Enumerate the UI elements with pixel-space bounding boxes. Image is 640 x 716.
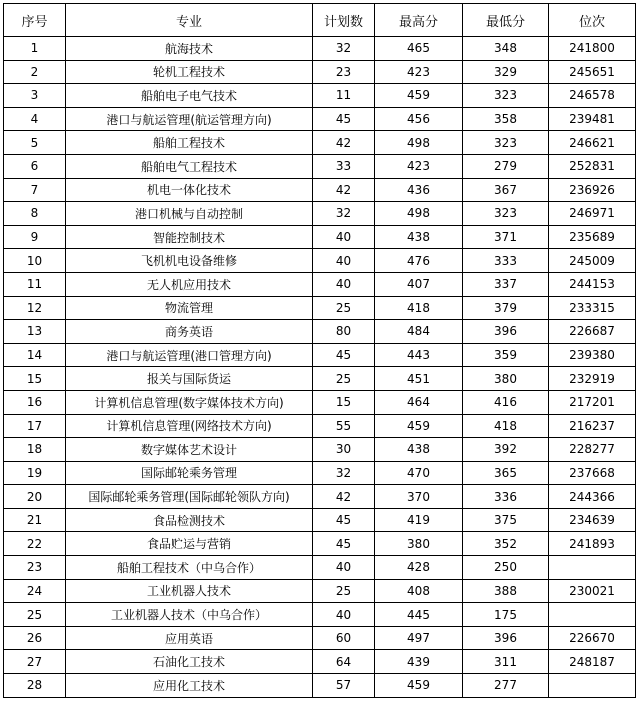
header-max-score: 最高分 [375, 4, 463, 37]
cell-rank: 241893 [549, 532, 636, 556]
cell-plan: 80 [313, 320, 375, 344]
cell-seq: 6 [4, 154, 66, 178]
cell-plan: 40 [313, 249, 375, 273]
cell-max-score: 451 [375, 367, 463, 391]
cell-min-score: 337 [463, 272, 549, 296]
header-seq: 序号 [4, 4, 66, 37]
cell-rank: 236926 [549, 178, 636, 202]
cell-max-score: 445 [375, 603, 463, 627]
cell-rank: 234639 [549, 508, 636, 532]
cell-min-score: 279 [463, 154, 549, 178]
cell-min-score: 329 [463, 60, 549, 84]
cell-max-score: 418 [375, 296, 463, 320]
cell-rank: 244153 [549, 272, 636, 296]
cell-min-score: 365 [463, 461, 549, 485]
table-row [4, 579, 636, 603]
cell-seq: 12 [4, 296, 66, 320]
cell-major: 港口机械与自动控制 [66, 202, 313, 226]
cell-min-score: 388 [463, 579, 549, 603]
cell-rank: 248187 [549, 650, 636, 674]
cell-major: 港口与航运管理(航运管理方向) [66, 107, 313, 131]
cell-plan: 40 [313, 603, 375, 627]
cell-max-score: 439 [375, 650, 463, 674]
cell-min-score: 336 [463, 485, 549, 509]
cell-rank: 216237 [549, 414, 636, 438]
cell-min-score: 311 [463, 650, 549, 674]
cell-rank [549, 603, 636, 627]
header-row [4, 4, 636, 37]
table-row [4, 485, 636, 509]
cell-min-score: 277 [463, 674, 549, 698]
cell-plan: 33 [313, 154, 375, 178]
table-row [4, 650, 636, 674]
cell-max-score: 465 [375, 37, 463, 61]
cell-max-score: 438 [375, 225, 463, 249]
cell-min-score: 418 [463, 414, 549, 438]
table-row [4, 202, 636, 226]
cell-max-score: 470 [375, 461, 463, 485]
cell-plan: 45 [313, 343, 375, 367]
cell-major: 航海技术 [66, 37, 313, 61]
cell-min-score: 416 [463, 390, 549, 414]
table-row [4, 225, 636, 249]
cell-seq: 27 [4, 650, 66, 674]
cell-seq: 25 [4, 603, 66, 627]
cell-plan: 15 [313, 390, 375, 414]
cell-max-score: 423 [375, 154, 463, 178]
cell-max-score: 476 [375, 249, 463, 273]
cell-max-score: 443 [375, 343, 463, 367]
cell-rank: 237668 [549, 461, 636, 485]
table-row [4, 296, 636, 320]
cell-plan: 55 [313, 414, 375, 438]
cell-plan: 45 [313, 532, 375, 556]
cell-major: 商务英语 [66, 320, 313, 344]
cell-seq: 21 [4, 508, 66, 532]
cell-seq: 13 [4, 320, 66, 344]
cell-major: 港口与航运管理(港口管理方向) [66, 343, 313, 367]
cell-rank: 232919 [549, 367, 636, 391]
cell-rank: 233315 [549, 296, 636, 320]
cell-min-score: 359 [463, 343, 549, 367]
table-row [4, 272, 636, 296]
table-body [4, 37, 636, 698]
cell-plan: 25 [313, 367, 375, 391]
cell-major: 无人机应用技术 [66, 272, 313, 296]
table-row [4, 414, 636, 438]
table-row [4, 603, 636, 627]
cell-major: 应用化工技术 [66, 674, 313, 698]
cell-seq: 20 [4, 485, 66, 509]
cell-major: 工业机器人技术 [66, 579, 313, 603]
cell-min-score: 371 [463, 225, 549, 249]
cell-rank [549, 556, 636, 580]
cell-seq: 24 [4, 579, 66, 603]
cell-max-score: 436 [375, 178, 463, 202]
cell-min-score: 396 [463, 626, 549, 650]
cell-min-score: 348 [463, 37, 549, 61]
cell-plan: 40 [313, 225, 375, 249]
cell-plan: 42 [313, 485, 375, 509]
cell-min-score: 380 [463, 367, 549, 391]
cell-seq: 1 [4, 37, 66, 61]
cell-rank: 239380 [549, 343, 636, 367]
cell-plan: 30 [313, 438, 375, 462]
table-row [4, 249, 636, 273]
cell-seq: 5 [4, 131, 66, 155]
cell-major: 船舶电气工程技术 [66, 154, 313, 178]
table-row [4, 461, 636, 485]
cell-rank [549, 674, 636, 698]
cell-plan: 42 [313, 131, 375, 155]
cell-plan: 25 [313, 579, 375, 603]
table-row [4, 320, 636, 344]
cell-plan: 25 [313, 296, 375, 320]
cell-major: 轮机工程技术 [66, 60, 313, 84]
cell-major: 船舶电子电气技术 [66, 84, 313, 108]
cell-seq: 16 [4, 390, 66, 414]
cell-plan: 32 [313, 461, 375, 485]
header-min-score: 最低分 [463, 4, 549, 37]
cell-major: 机电一体化技术 [66, 178, 313, 202]
cell-rank: 241800 [549, 37, 636, 61]
cell-major: 船舶工程技术（中乌合作） [66, 556, 313, 580]
cell-rank: 246621 [549, 131, 636, 155]
cell-rank: 246578 [549, 84, 636, 108]
header-rank: 位次 [549, 4, 636, 37]
cell-plan: 32 [313, 37, 375, 61]
table-row [4, 154, 636, 178]
table-row [4, 84, 636, 108]
cell-rank: 245651 [549, 60, 636, 84]
cell-seq: 26 [4, 626, 66, 650]
cell-min-score: 392 [463, 438, 549, 462]
cell-rank: 252831 [549, 154, 636, 178]
cell-min-score: 323 [463, 84, 549, 108]
cell-min-score: 358 [463, 107, 549, 131]
cell-seq: 7 [4, 178, 66, 202]
cell-seq: 15 [4, 367, 66, 391]
cell-min-score: 323 [463, 131, 549, 155]
cell-max-score: 380 [375, 532, 463, 556]
cell-max-score: 438 [375, 438, 463, 462]
cell-rank: 226687 [549, 320, 636, 344]
cell-min-score: 352 [463, 532, 549, 556]
cell-major: 食品贮运与营销 [66, 532, 313, 556]
table-row [4, 107, 636, 131]
table-row [4, 60, 636, 84]
cell-max-score: 423 [375, 60, 463, 84]
cell-max-score: 370 [375, 485, 463, 509]
header-major: 专业 [66, 4, 313, 37]
cell-max-score: 456 [375, 107, 463, 131]
cell-major: 食品检测技术 [66, 508, 313, 532]
table-row [4, 508, 636, 532]
cell-rank: 246971 [549, 202, 636, 226]
cell-major: 石油化工技术 [66, 650, 313, 674]
cell-major: 报关与国际货运 [66, 367, 313, 391]
cell-seq: 4 [4, 107, 66, 131]
cell-min-score: 396 [463, 320, 549, 344]
cell-major: 计算机信息管理(网络技术方向) [66, 414, 313, 438]
cell-max-score: 484 [375, 320, 463, 344]
cell-plan: 40 [313, 272, 375, 296]
cell-plan: 40 [313, 556, 375, 580]
cell-max-score: 459 [375, 84, 463, 108]
cell-min-score: 375 [463, 508, 549, 532]
cell-major: 应用英语 [66, 626, 313, 650]
cell-seq: 2 [4, 60, 66, 84]
cell-seq: 11 [4, 272, 66, 296]
cell-plan: 60 [313, 626, 375, 650]
cell-plan: 45 [313, 508, 375, 532]
cell-rank: 244366 [549, 485, 636, 509]
cell-major: 船舶工程技术 [66, 131, 313, 155]
cell-max-score: 497 [375, 626, 463, 650]
cell-rank: 226670 [549, 626, 636, 650]
cell-seq: 10 [4, 249, 66, 273]
cell-seq: 17 [4, 414, 66, 438]
cell-major: 国际邮轮乘务管理 [66, 461, 313, 485]
cell-major: 工业机器人技术（中乌合作） [66, 603, 313, 627]
cell-max-score: 459 [375, 674, 463, 698]
cell-max-score: 498 [375, 202, 463, 226]
cell-major: 智能控制技术 [66, 225, 313, 249]
table-row [4, 556, 636, 580]
cell-min-score: 379 [463, 296, 549, 320]
admission-score-table [3, 3, 636, 698]
cell-min-score: 175 [463, 603, 549, 627]
cell-seq: 22 [4, 532, 66, 556]
cell-max-score: 459 [375, 414, 463, 438]
cell-major: 物流管理 [66, 296, 313, 320]
cell-major: 国际邮轮乘务管理(国际邮轮领队方向) [66, 485, 313, 509]
header-plan: 计划数 [313, 4, 375, 37]
cell-plan: 42 [313, 178, 375, 202]
table-row [4, 532, 636, 556]
cell-plan: 23 [313, 60, 375, 84]
cell-rank: 235689 [549, 225, 636, 249]
cell-rank: 239481 [549, 107, 636, 131]
cell-max-score: 464 [375, 390, 463, 414]
cell-seq: 18 [4, 438, 66, 462]
table-row [4, 438, 636, 462]
table-row [4, 367, 636, 391]
table-row [4, 37, 636, 61]
cell-major: 数字媒体艺术设计 [66, 438, 313, 462]
cell-max-score: 408 [375, 579, 463, 603]
cell-seq: 28 [4, 674, 66, 698]
cell-major: 计算机信息管理(数字媒体技术方向) [66, 390, 313, 414]
cell-min-score: 333 [463, 249, 549, 273]
cell-plan: 57 [313, 674, 375, 698]
table-row [4, 131, 636, 155]
cell-major: 飞机机电设备维修 [66, 249, 313, 273]
cell-rank: 228277 [549, 438, 636, 462]
cell-seq: 14 [4, 343, 66, 367]
table-row [4, 178, 636, 202]
cell-plan: 32 [313, 202, 375, 226]
cell-min-score: 367 [463, 178, 549, 202]
cell-seq: 23 [4, 556, 66, 580]
table-row [4, 390, 636, 414]
table-row [4, 674, 636, 698]
cell-rank: 217201 [549, 390, 636, 414]
cell-plan: 11 [313, 84, 375, 108]
cell-seq: 9 [4, 225, 66, 249]
cell-plan: 45 [313, 107, 375, 131]
cell-plan: 64 [313, 650, 375, 674]
cell-max-score: 419 [375, 508, 463, 532]
cell-seq: 19 [4, 461, 66, 485]
cell-min-score: 323 [463, 202, 549, 226]
cell-seq: 3 [4, 84, 66, 108]
table-row [4, 626, 636, 650]
table-row [4, 343, 636, 367]
cell-min-score: 250 [463, 556, 549, 580]
cell-max-score: 498 [375, 131, 463, 155]
cell-max-score: 407 [375, 272, 463, 296]
cell-seq: 8 [4, 202, 66, 226]
cell-rank: 230021 [549, 579, 636, 603]
cell-rank: 245009 [549, 249, 636, 273]
cell-max-score: 428 [375, 556, 463, 580]
